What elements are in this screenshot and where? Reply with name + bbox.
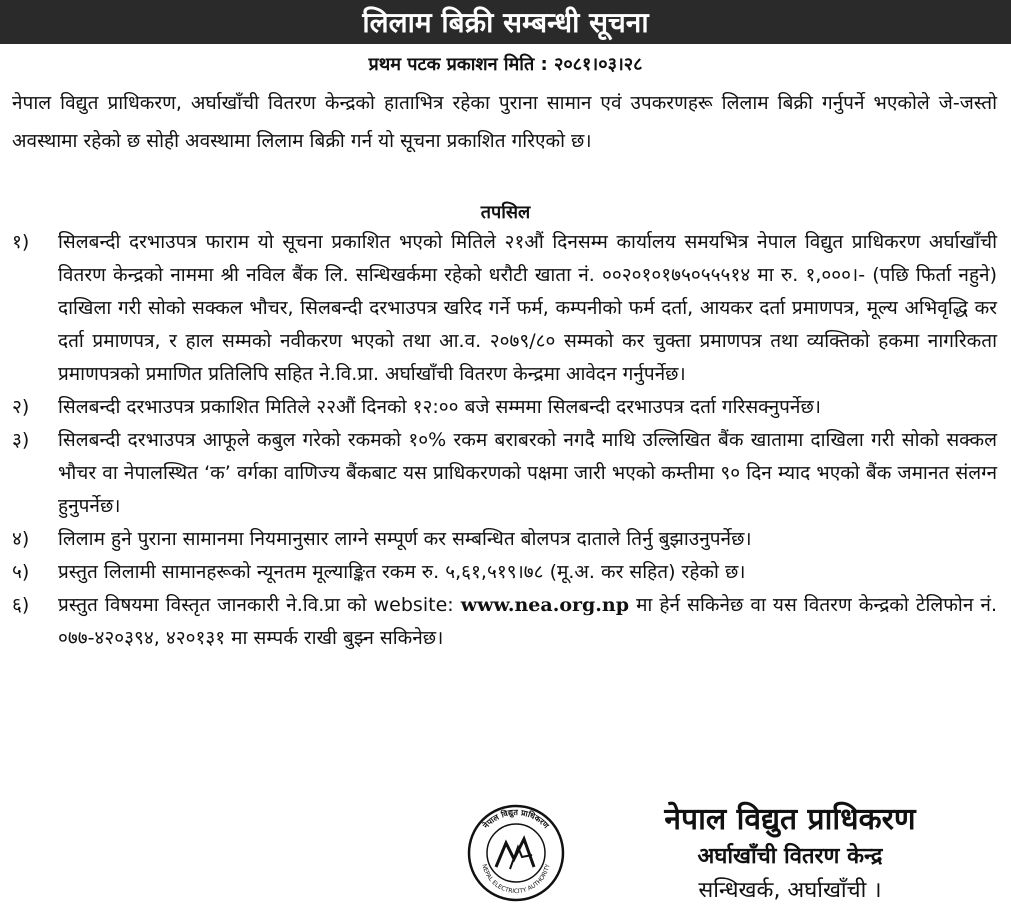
org-address: सन्धिखर्क, अर्घाखाँची ।: [698, 878, 882, 903]
list-item: [12, 226, 997, 391]
item-text: लिलाम हुने पुराना सामानमा नियमानुसार लाग्ने सम्पूर्ण कर सम्बन्धित बोलपत्र दाताले तिर्नु बुझाउनुपर्नेछ।: [58, 528, 752, 550]
org-name: नेपाल विद्युत प्राधिकरण: [664, 802, 916, 837]
svg-text:नेपाल विद्युत प्राधिकरण: [480, 808, 551, 831]
item-text: प्रस्तुत लिलामी सामानहरूको न्यूनतम मूल्याङ्कित रकम रु. ५,६१,५१९।७८ (मू.अ. कर सहित) रहेको छ।: [58, 561, 746, 583]
list-item: [12, 424, 997, 523]
details-list: [12, 226, 997, 655]
org-branch: अर्घाखाँची वितरण केन्द्र: [697, 844, 883, 869]
organization-signature: [590, 800, 990, 908]
item-text: सिलबन्दी दरभाउपत्र फाराम यो सूचना प्रकाशित भएको मितिले २१औं दिनसम्म कार्यालय समयभित्र नेपाल विद्युत प्राधिकरण अर्घाखाँची वितरण केन्द्रको नाममा श्री नविल बैंक लि. सन्धिखर्कमा रहेको धरौटी खाता नं. ००२०१०१७५०५५५१४ मा रु. १,०००।- (पछि फिर्ता नहुने) दाखिला गरी सोको सक्कल भौचर, सिलबन्दी दरभाउपत्र खरिद गर्ने फर्म, कम्पनीको फर्म दर्ता, आयकर दर्ता प्रमाणपत्र, मूल्य अभिवृद्धि कर दर्ता प्रमाणपत्र, र हाल सम्मको नवीकरण भएको तथा आ.व. २०७९/८० सम्मको कर चुक्ता प्रमाणपत्र तथा व्यक्तिको हकमा नागरिकता प्रमाणपत्रको प्रमाणित प्रतिलिपि सहित ने.वि.प्रा. अर्घाखाँची वितरण केन्द्रमा आवेदन गर्नुपर्नेछ।: [58, 231, 997, 385]
seal-outer-text: नेपाल विद्युत प्राधिकरण: [481, 807, 551, 831]
item-text: [58, 589, 997, 655]
notice-title: लिलाम बिक्री सम्बन्धी सूचना: [0, 0, 1011, 44]
item-text-after: मा हेर्न सकिनेछ वा यस वितरण केन्द्रको टेलिफोन नं. ०७७-४२०३९४, ४२०१३१ मा सम्पर्क राखी बुझ्न सकिनेछ।: [58, 594, 998, 649]
website-link[interactable]: www.nea.org.np: [460, 594, 630, 616]
item-number: ४): [12, 528, 30, 550]
item-number: १): [12, 231, 30, 253]
publication-date: प्रथम पटक प्रकाशन मिति : २०८१।०३।२८: [368, 54, 643, 75]
item-number: ५): [12, 561, 30, 583]
item-number: ३): [12, 429, 30, 451]
item-text: सिलबन्दी दरभाउपत्र आफूले कबुल गरेको रकमको १०% रकम बराबरको नगदै माथि उल्लिखित बैंक खातामा दाखिला गरी सोको सक्कल भौचर वा नेपालस्थित ‘क’ वर्गका वाणिज्य बैंकबाट यस प्राधिकरणको पक्षमा जारी भएको कम्तीमा ९० दिन म्याद भएको बैंक जमानत संलग्न हुनुपर्नेछ।: [58, 429, 997, 517]
list-item: [12, 589, 997, 655]
item-text-before: प्रस्तुत विषयमा विस्तृत जानकारी ने.वि.प्रा को website:: [58, 594, 461, 616]
seal-inner-text: NEPAL ELECTRICITY AUTHORITY: [480, 863, 552, 896]
item-text: सिलबन्दी दरभाउपत्र प्रकाशित मितिले २२औं दिनको १२:०० बजे सम्ममा सिलबन्दी दरभाउपत्र दर्ता गरिसक्नुपर्नेछ।: [58, 396, 821, 418]
nea-seal-icon: [462, 803, 570, 903]
item-number: ६): [12, 594, 30, 616]
intro-paragraph: नेपाल विद्युत प्राधिकरण, अर्घाखाँची वितरण केन्द्रको हाताभित्र रहेका पुराना सामान एवं उपकरणहरू लिलाम बिक्री गर्नुपर्ने भएकोले जे-जस्तो अवस्थामा रहेको छ सोही अवस्थामा लिलाम बिक्री गर्न यो सूचना प्रकाशित गरिएको छ।: [12, 92, 997, 152]
list-item: [12, 523, 997, 556]
list-item: [12, 556, 997, 589]
details-heading: तपसिल: [480, 202, 531, 223]
list-item: [12, 391, 997, 424]
item-number: २): [12, 396, 30, 418]
